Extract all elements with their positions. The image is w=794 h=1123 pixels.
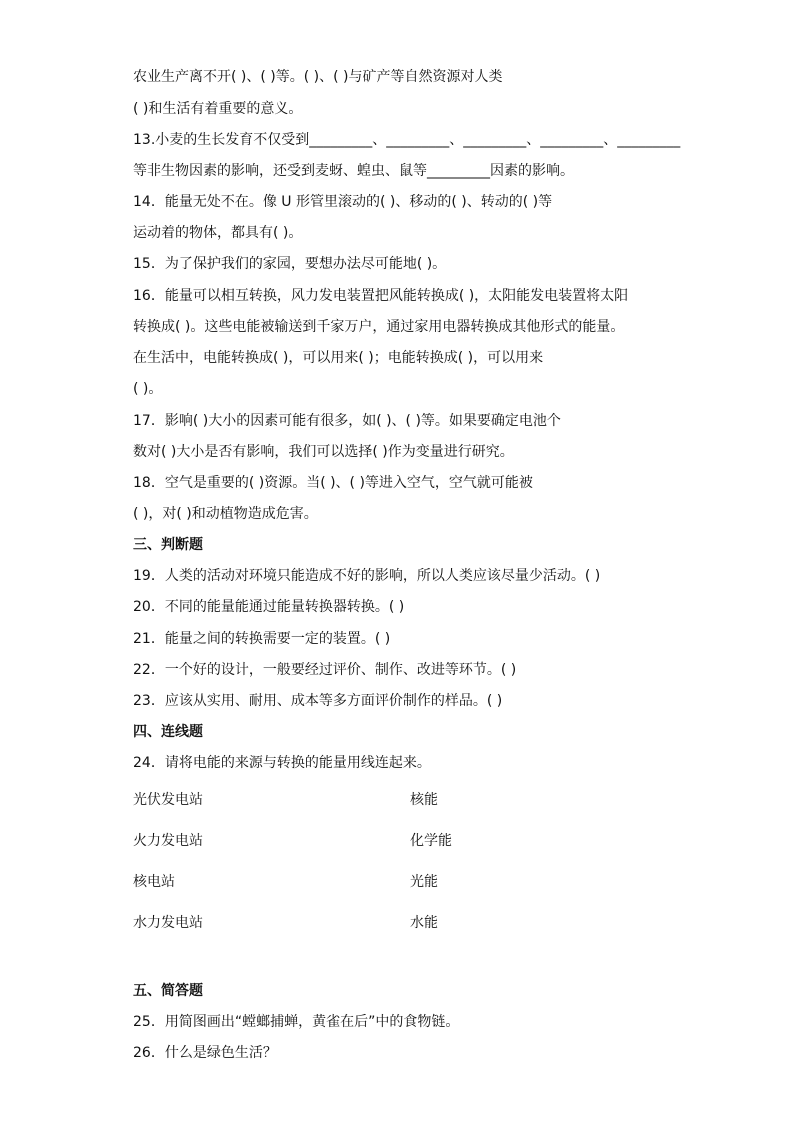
question-24: 24．请将电能的来源与转换的能量用线连起来。 <box>133 755 431 771</box>
match-left-item: 光伏发电站 <box>133 792 203 808</box>
question-26: 26．什么是绿色生活？ <box>133 1045 277 1061</box>
question-13: 13.小麦的生长发育不仅受到_________、_________、_________、_________、_________ <box>133 132 681 148</box>
text-line: ( )。 <box>133 381 163 397</box>
section-title-matching: 四、连线题 <box>133 724 203 740</box>
text-line: 农业生产离不开( )、( )等。( )、( )与矿产等自然资源对人类 <box>133 69 503 85</box>
text-line: 在生活中，电能转换成( )，可以用来( )；电能转换成( )，可以用来 <box>133 350 544 366</box>
match-right-item: 水能 <box>410 915 438 931</box>
text-line: 运动着的物体，都具有( )。 <box>133 225 303 241</box>
question-14: 14．能量无处不在。像 U 形管里滚动的( )、移动的( )、转动的( )等 <box>133 194 553 210</box>
question-18: 18．空气是重要的( )资源。当( )、( )等进入空气，空气就可能被 <box>133 475 533 491</box>
question-17: 17．影响( )大小的因素可能有很多，如( )、( )等。如果要确定电池个 <box>133 413 561 429</box>
question-20: 20．不同的能量能通过能量转换器转换。( ) <box>133 599 405 615</box>
match-right-item: 化学能 <box>410 833 452 849</box>
text-line: ( )和生活有着重要的意义。 <box>133 101 303 117</box>
question-19: 19．人类的活动对环境只能造成不好的影响，所以人类应该尽量少活动。( ) <box>133 568 601 584</box>
question-21: 21．能量之间的转换需要一定的装置。( ) <box>133 631 391 647</box>
question-23: 23．应该从实用、耐用、成本等多方面评价制作的样品。( ) <box>133 693 503 709</box>
question-25: 25．用简图画出“螳螂捕蝉，黄雀在后”中的食物链。 <box>133 1014 460 1030</box>
question-22: 22．一个好的设计，一般要经过评价、制作、改进等环节。( ) <box>133 662 517 678</box>
text-line: 等非生物因素的影响，还受到麦蚜、蝗虫、鼠等_________因素的影响。 <box>133 163 574 179</box>
match-left-item: 火力发电站 <box>133 833 203 849</box>
match-left-item: 核电站 <box>133 874 175 890</box>
question-15: 15．为了保护我们的家园，要想办法尽可能地( )。 <box>133 256 447 272</box>
section-title-short-answer: 五、简答题 <box>133 983 203 999</box>
match-right-item: 核能 <box>410 792 438 808</box>
question-16: 16．能量可以相互转换，风力发电装置把风能转换成( )，太阳能发电装置将太阳 <box>133 288 629 304</box>
match-left-item: 水力发电站 <box>133 915 203 931</box>
text-line: ( )，对( )和动植物造成危害。 <box>133 506 318 522</box>
match-right-item: 光能 <box>410 874 438 890</box>
text-line: 转换成( )。这些电能被输送到千家万户，通过家用电器转换成其他形式的能量。 <box>133 319 625 335</box>
section-title-judgment: 三、判断题 <box>133 537 203 553</box>
text-line: 数对( )大小是否有影响，我们可以选择( )作为变量进行研究。 <box>133 444 514 460</box>
